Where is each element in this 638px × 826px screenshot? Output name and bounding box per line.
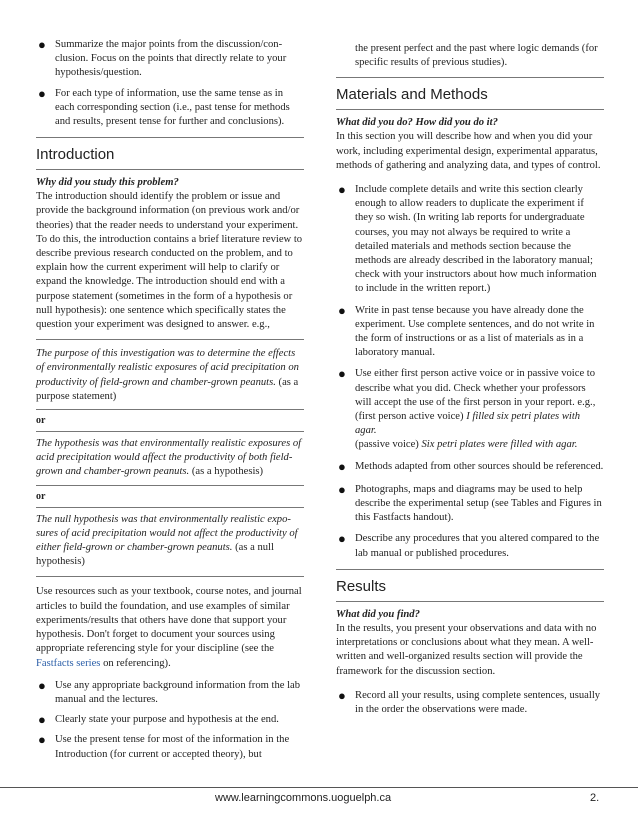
bullet-icon: ● [338, 458, 346, 474]
example-text: The purpose of this investigation was to determine the effects of environmentally realistic exposures of acid precipitation on productivity of field-grown and chamber-grown peanuts. [36, 348, 299, 388]
bullet-icon: ● [38, 85, 46, 101]
list-item-text: Record all your results, using complete sentences, usually in the order the observations were made. [355, 689, 601, 715]
section-divider [336, 77, 604, 78]
section-divider [336, 569, 604, 570]
left-column [36, 38, 304, 762]
section-heading-introduction: Introduction [36, 146, 115, 164]
example-hypothesis [36, 437, 304, 480]
list-item [336, 532, 604, 560]
or-separator: or [36, 490, 46, 502]
list-item-text: Include complete details and write this section clearly enough to allow readers to duplicate the experiment if they so wish. (In writing lab reports for undergraduate courses, you may not always be required to write a detailed materials and methods section because the methods are already described in the laboratory manual; check with your instructors about how much information to include in the written report.) [355, 184, 597, 295]
continued-text: the present perfect and the past where logic demands (for specific results of previous studies). [355, 43, 598, 69]
results-bullet-list [336, 689, 604, 717]
list-item-text: Use any appropriate background information from the lab manual and the lectures. [55, 679, 301, 705]
section-divider [36, 409, 304, 410]
section-divider [36, 576, 304, 577]
example-label: (as a purpose statement) [36, 376, 299, 402]
results-question: What did you find? [336, 608, 420, 620]
list-item [336, 460, 604, 474]
section-heading-results: Results [336, 577, 387, 595]
list-item-text: For each type of information, use the same tense as in each corresponding section (i.e., past tense for methods and results, present tense for further and conclusions). [55, 87, 290, 128]
list-item [336, 367, 604, 452]
list-item [36, 38, 304, 81]
example-text: The hypothesis was that environmentally realistic exposures of acid precipitation would affect the productivity of both field-grown and chamber-grown peanuts. [36, 438, 302, 478]
section-divider [36, 507, 304, 508]
section-divider [336, 601, 604, 602]
example-text: I filled six petri plates with agar. [355, 411, 581, 437]
bullet-icon: ● [38, 37, 46, 52]
example-label: (passive voice) [355, 439, 422, 451]
bullet-icon: ● [338, 302, 346, 318]
page-number: 2. [590, 792, 600, 804]
bullet-icon: ● [38, 677, 46, 693]
list-item [36, 87, 304, 130]
example-purpose-statement [36, 347, 304, 404]
list-item-text: Methods adapted from other sources should be referenced. [355, 460, 604, 472]
section-divider [36, 169, 304, 170]
section-divider [36, 431, 304, 432]
list-item-text: Summarize the major points from the discussion/conclusion. Focus on the points that directly relate to your hypothesis/question. [55, 39, 287, 79]
list-item [336, 183, 604, 297]
resources-text: Use resources such as your textbook, course notes, and journal articles to build the foundation, and use examples of similar experiments/results that others have done that support your hypothesis. Don't forget to document your sources using appropriate referencing style for your discipline (see the [36, 586, 302, 655]
list-item [336, 689, 604, 717]
list-item-text: Photographs, maps and diagrams may be used to help describe the experimental setup (see Tables and Figures in this Fastfacts handout). [355, 483, 602, 524]
right-column [336, 42, 604, 717]
summary-bullet-list [36, 38, 304, 129]
materials-paragraph: In this section you will describe how and when you did your work, including experimental design, experimental apparatus, methods of gathering and analyzing data, and types of control. [336, 131, 601, 171]
resources-text-end: on referencing). [100, 657, 171, 669]
bullet-icon: ● [38, 732, 46, 748]
bullet-icon: ● [338, 531, 346, 547]
footer-rule [0, 787, 638, 788]
fastfacts-link[interactable]: Fastfacts series [36, 657, 101, 669]
bullet-icon: ● [38, 712, 46, 728]
section-divider [36, 137, 304, 138]
section-divider [36, 339, 304, 340]
list-item-text: Use the present tense for most of the information in the Introduction (for current or accepted theory), but [55, 734, 290, 760]
bullet-icon: ● [338, 687, 346, 703]
list-item-text: Describe any procedures that you altered compared to the lab manual or published procedures. [355, 533, 600, 559]
list-item [336, 483, 604, 526]
bullet-icon: ● [338, 182, 346, 198]
list-item-text: Use either first person active voice or in passive voice to describe what you did. Check whether your professors will accept the use of the first person in your report. e.g., [355, 368, 596, 408]
example-label: (as a hypothesis) [189, 466, 264, 478]
intro-paragraph: The introduction should identify the problem or issue and provide the background information (on previous work and/or theories) that the reader needs to understand your experiment. To do this, the introduction contains a brief literature review to describe previous research conducted on the problem, and to explain how the current experiment will help to clarify or expand the knowledge. The introduction should end with a purpose statement (sometimes in the form of a hypothesis or null hypothesis): one sentence which specifically states the question your experiment was designed to answer. e.g., [36, 191, 303, 331]
example-label: (first person active voice) [355, 411, 467, 423]
section-divider [336, 109, 604, 110]
list-item [336, 304, 604, 361]
list-item [36, 679, 304, 707]
bullet-icon: ● [338, 366, 346, 382]
example-text: Six petri plates were filled with agar. [421, 439, 578, 451]
list-item-text: Clearly state your purpose and hypothesis at the end. [55, 714, 279, 726]
materials-bullet-list [336, 183, 604, 561]
list-item [36, 713, 304, 727]
section-heading-materials-methods: Materials and Methods [336, 86, 488, 104]
example-null-hypothesis [36, 513, 304, 570]
materials-question: What did you do? How did you do it? [336, 117, 498, 129]
example-text: The null hypothesis was that environmentally realistic exposures of acid precipitation would not affect the productivity of either field-grown or chamber-grown peanuts. [36, 513, 298, 554]
list-item-text: Write in past tense because you have already done the experiment. Use complete sentences, and do not write in the form of instructions or as a list of materials as in a laboratory manual. [355, 304, 595, 359]
results-paragraph: In the results, you present your observations and data with no interpretations or conclusions about what they mean. A well-written and well-organized results section will provide the framework for the discussion section. [336, 622, 597, 677]
list-item [36, 733, 304, 761]
intro-bullet-list [36, 679, 304, 762]
section-divider [36, 485, 304, 486]
or-separator: or [36, 415, 46, 427]
bullet-icon: ● [338, 481, 346, 497]
intro-question: Why did you study this problem? [36, 177, 179, 189]
resources-paragraph [36, 585, 304, 670]
example-label: (as a null hypothesis) [36, 542, 274, 568]
footer-url[interactable]: www.learningcommons.uoguelph.ca [215, 792, 392, 804]
